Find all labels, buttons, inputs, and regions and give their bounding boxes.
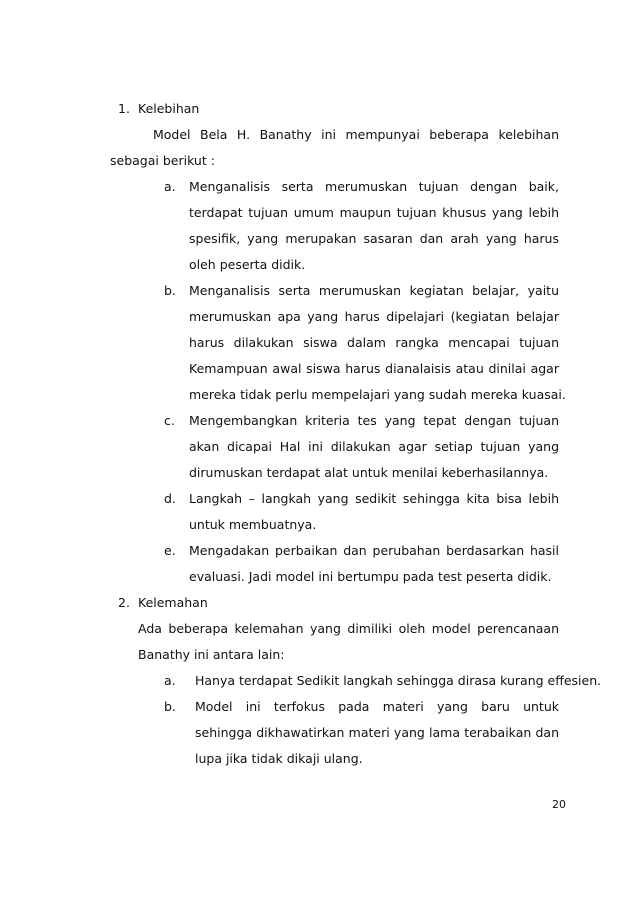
section-2-intro-line: Banathy ini antara lain:: [138, 647, 285, 662]
list-marker: b.: [164, 699, 176, 714]
list-item-line: spesifik, yang merupakan sasaran dan arah yang harus: [189, 231, 559, 246]
list-marker: e.: [164, 543, 176, 558]
section-1-number: 1.: [118, 101, 130, 116]
section-1-intro-line: sebagai berikut :: [110, 153, 215, 168]
list-item-line: harus dilakukan siswa dalam rangka mencapai tujuan: [189, 335, 559, 350]
list-item-line: oleh peserta didik.: [189, 257, 306, 272]
list-marker: c.: [164, 413, 175, 428]
list-item-line: Mengadakan perbaikan dan perubahan berdasarkan hasil: [189, 543, 559, 558]
list-item-line: mereka tidak perlu mempelajari yang sudah mereka kuasai.: [189, 387, 566, 402]
list-marker: a.: [164, 179, 176, 194]
list-item-line: dirumuskan terdapat alat untuk menilai keberhasilannya.: [189, 465, 549, 480]
list-item-line: sehingga dikhawatirkan materi yang lama terabaikan dan: [195, 725, 559, 740]
list-item-line: Menganalisis serta merumuskan kegiatan belajar, yaitu: [189, 283, 559, 298]
list-item-line: Menganalisis serta merumuskan tujuan dengan baik,: [189, 179, 559, 194]
list-item-line: merumuskan apa yang harus dipelajari (kegiatan belajar: [189, 309, 559, 324]
list-item-line: Model ini terfokus pada materi yang baru untuk: [195, 699, 559, 714]
list-item-line: lupa jika tidak dikaji ulang.: [195, 751, 363, 766]
list-item-line: akan dicapai Hal ini dilakukan agar setiap tujuan yang: [189, 439, 559, 454]
section-1-intro-line: Model Bela H. Banathy ini mempunyai beberapa kelebihan: [153, 127, 559, 142]
list-marker: a.: [164, 673, 176, 688]
page-number: 20: [552, 798, 566, 811]
section-2-heading: Kelemahan: [138, 595, 208, 610]
list-marker: d.: [164, 491, 176, 506]
list-item-line: evaluasi. Jadi model ini bertumpu pada test peserta didik.: [189, 569, 552, 584]
list-item-line: Hanya terdapat Sedikit langkah sehingga dirasa kurang effesien.: [195, 673, 602, 688]
section-1-heading: Kelebihan: [138, 101, 200, 116]
list-item-line: Mengembangkan kriteria tes yang tepat dengan tujuan: [189, 413, 559, 428]
list-marker: b.: [164, 283, 176, 298]
list-item-line: untuk membuatnya.: [189, 517, 317, 532]
list-item-line: Langkah – langkah yang sedikit sehingga kita bisa lebih: [189, 491, 559, 506]
list-item-line: terdapat tujuan umum maupun tujuan khusus yang lebih: [189, 205, 559, 220]
section-2-intro-line: Ada beberapa kelemahan yang dimiliki oleh model perencanaan: [138, 621, 559, 636]
list-item-line: Kemampuan awal siswa harus dianalaisis atau dinilai agar: [189, 361, 559, 376]
section-2-number: 2.: [118, 595, 130, 610]
